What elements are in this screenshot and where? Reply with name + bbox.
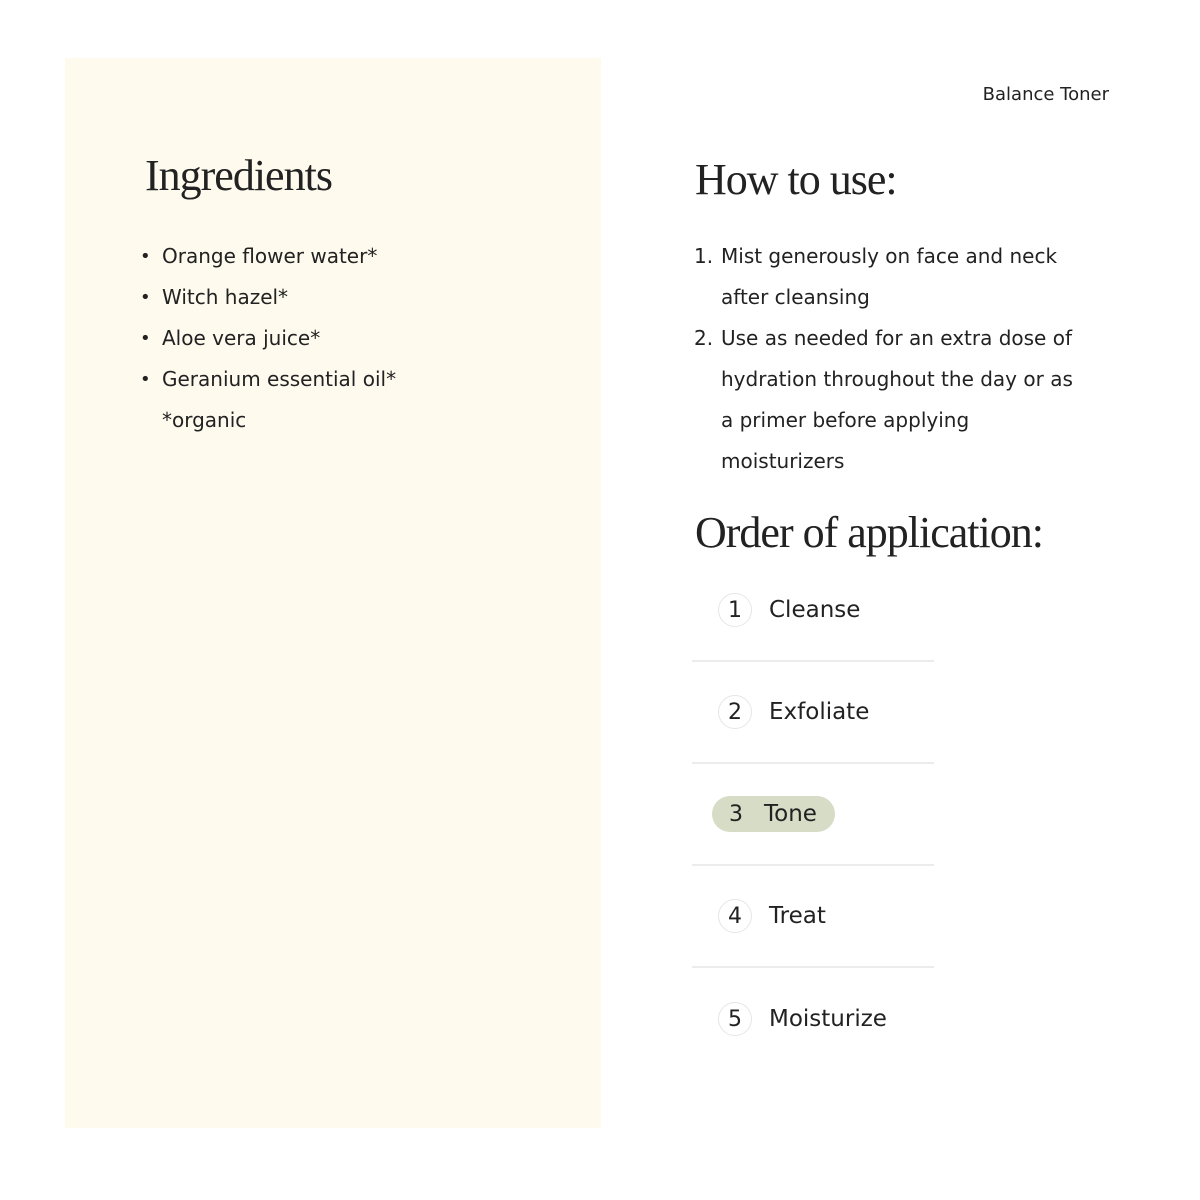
step-text: Mist generously on face and neck after cleansing — [721, 244, 1058, 309]
step-label: Treat — [769, 903, 826, 929]
order-step-tone[interactable] — [692, 764, 934, 866]
product-name: Balance Toner — [982, 84, 1109, 105]
ingredient-item: • Orange flower water* — [140, 236, 396, 277]
ingredient-item: • Witch hazel* — [140, 277, 396, 318]
order-step-treat[interactable] — [692, 866, 934, 968]
step-number-badge: 2 — [718, 695, 752, 729]
order-step-cleanse[interactable] — [692, 560, 934, 662]
ingredients-footnote: *organic — [162, 408, 247, 432]
ingredients-panel — [65, 58, 601, 1128]
order-step-moisturize[interactable] — [692, 968, 934, 1070]
ingredients-list — [140, 236, 396, 441]
step-number: 1. — [694, 244, 714, 268]
order-steps — [692, 560, 934, 1070]
how-to-use-list — [694, 236, 1074, 482]
step-label: Cleanse — [769, 597, 861, 623]
ingredient-item: • Geranium essential oil* — [140, 359, 396, 400]
step-number-badge: 5 — [718, 1002, 752, 1036]
order-of-application-title: Order of application: — [695, 508, 1043, 557]
step-number-badge: 3 — [729, 801, 743, 827]
active-step-highlight — [712, 796, 835, 832]
how-to-use-title: How to use: — [695, 155, 897, 204]
ingredient-item: • Aloe vera juice* — [140, 318, 396, 359]
how-to-use-step — [694, 318, 1074, 482]
step-text: Use as needed for an extra dose of hydration throughout the day or as a primer before applying moisturizers — [721, 326, 1073, 473]
step-label: Moisturize — [769, 1006, 887, 1032]
ingredients-title: Ingredients — [145, 151, 332, 200]
how-to-use-step — [694, 236, 1074, 318]
step-number-badge: 1 — [718, 593, 752, 627]
step-number: 2. — [694, 326, 714, 350]
order-step-exfoliate[interactable] — [692, 662, 934, 764]
step-label: Exfoliate — [769, 699, 870, 725]
step-label: Tone — [764, 801, 817, 827]
step-number-badge: 4 — [718, 899, 752, 933]
